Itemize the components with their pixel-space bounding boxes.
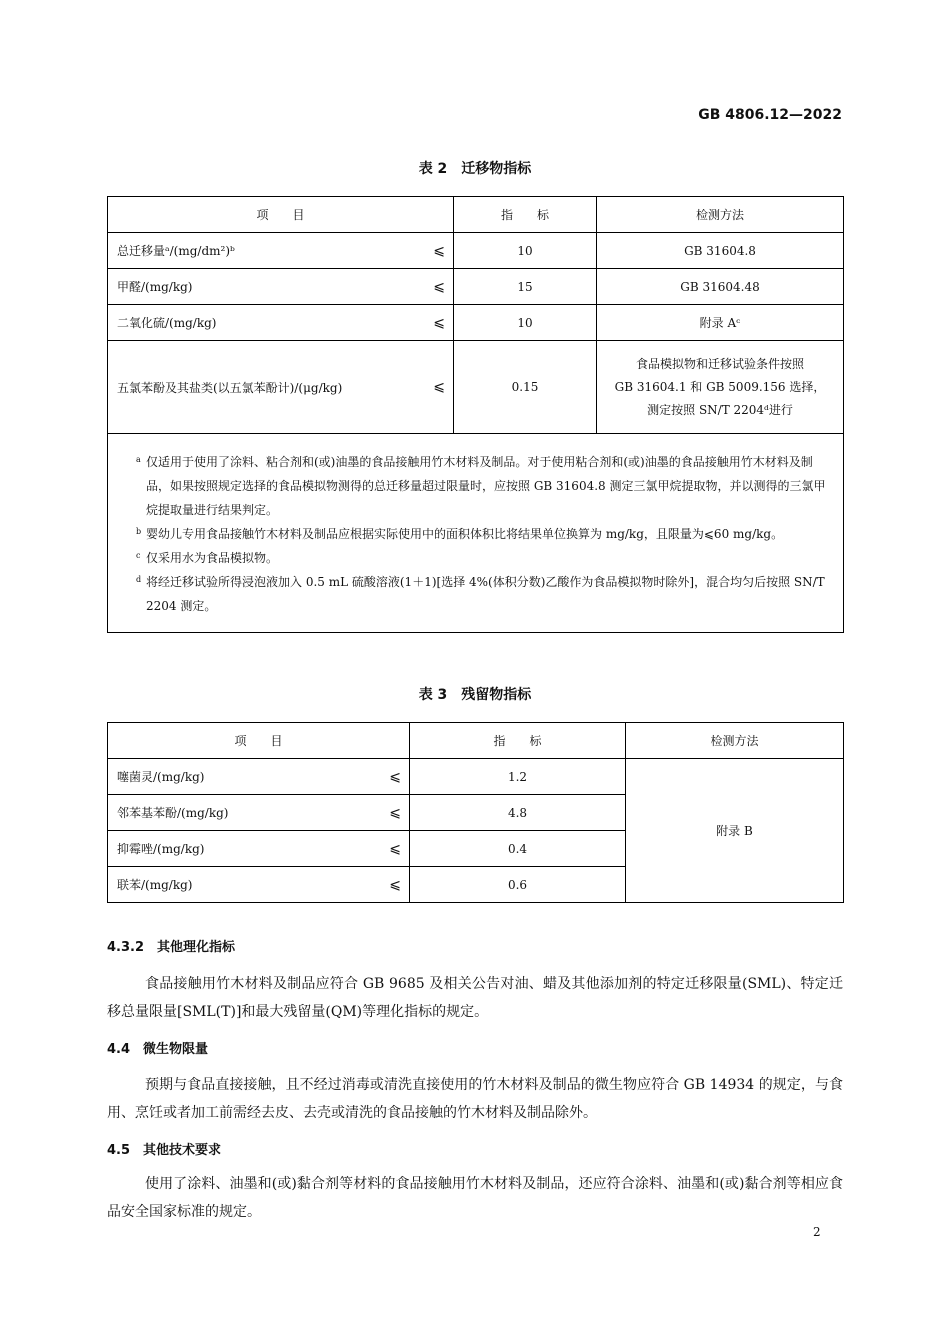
section-heading: 4.4 微生物限量: [107, 1042, 209, 1057]
page-number: 2: [813, 1225, 821, 1239]
header-item: 项 目: [108, 723, 410, 759]
le-symbol: ⩽: [389, 876, 401, 893]
footnote-text: 仅采用水为食品模拟物。: [146, 551, 279, 565]
header-index: 指 标: [454, 197, 597, 233]
footnote-text: 婴幼儿专用食品接触竹木材料及制品应根据实际使用中的面积体积比将结果单位换算为 mg/kg，且限量为⩽60 mg/kg。: [146, 527, 784, 541]
limit-value: 4.8: [410, 795, 626, 831]
table-notes: [108, 434, 844, 633]
header-item: 项 目: [108, 197, 454, 233]
limit-value: 0.15: [454, 341, 597, 434]
table2-caption: 表 2 迁移物指标: [418, 161, 532, 177]
method-line: 测定按照 SN/T 2204ᵈ进行: [647, 402, 793, 417]
section-heading: 4.3.2 其他理化指标: [107, 940, 236, 955]
le-symbol: ⩽: [389, 840, 401, 857]
footnote-mark: a: [136, 455, 141, 464]
migration-table: [107, 196, 844, 633]
test-method: GB 31604.48: [597, 269, 844, 305]
method-line: 食品模拟物和迁移试验条件按照: [635, 356, 804, 371]
item-label: 抑霉唑/(mg/kg): [117, 842, 205, 856]
residue-table: [107, 722, 844, 903]
section-paragraph: 食品接触用竹木材料及制品应符合 GB 9685 及相关公告对油、蜡及其他添加剂的特定迁移限量(SML)、特定迁移总量限量[SML(T)]和最大残留量(QM)等理化指标的规定。: [107, 976, 843, 1020]
footnote-text: 仅适用于使用了涂料、粘合剂和(或)油墨的食品接触用竹木材料及制品。对于使用粘合剂和(或)油墨的食品接触用竹木材料及制品，如果按照规定选择的食品模拟物测得的总迁移量超过限量时，应按照 GB 31604.8 测定三氯甲烷提取物，并以测得的三氯甲烷提取量进行结果判定。: [146, 455, 826, 517]
section-paragraph: 使用了涂料、油墨和(或)黏合剂等材料的食品接触用竹木材料及制品，还应符合涂料、油墨和(或)黏合剂等相应食品安全国家标准的规定。: [107, 1176, 843, 1220]
le-symbol: ⩽: [433, 242, 445, 259]
item-label: 联苯/(mg/kg): [117, 878, 193, 892]
footnote-mark: c: [136, 551, 141, 560]
footnote-text: 将经迁移试验所得浸泡液加入 0.5 mL 硫酸溶液(1＋1)[选择 4%(体积分数)乙酸作为食品模拟物时除外]，混合均匀后按照 SN/T 2204 测定。: [146, 575, 825, 613]
limit-value: 0.4: [410, 831, 626, 867]
section-paragraph: 预期与食品直接接触，且不经过消毒或清洗直接使用的竹木材料及制品的微生物应符合 GB 14934 的规定，与食用、烹饪或者加工前需经去皮、去壳或清洗的食品接触的竹木材料及制品除外。: [107, 1077, 843, 1121]
item-label: 总迁移量ᵃ/(mg/dm²)ᵇ: [117, 244, 235, 258]
le-symbol: ⩽: [389, 804, 401, 821]
le-symbol: ⩽: [433, 314, 445, 331]
item-label: 邻苯基苯酚/(mg/kg): [117, 806, 229, 820]
limit-value: 1.2: [410, 759, 626, 795]
limit-value: 10: [454, 233, 597, 269]
item-label: 二氧化硫/(mg/kg): [117, 316, 217, 330]
item-label: 噻菌灵/(mg/kg): [117, 770, 205, 784]
le-symbol: ⩽: [433, 379, 445, 395]
method-line: GB 31604.1 和 GB 5009.156 选择，: [614, 379, 826, 394]
header-method: 检测方法: [626, 723, 844, 759]
item-label: 五氯苯酚及其盐类(以五氯苯酚计)/(μg/kg): [117, 380, 343, 395]
table-row: [108, 233, 844, 269]
table-row: [108, 305, 844, 341]
test-method: 附录 B: [626, 759, 844, 903]
test-method: GB 31604.8: [597, 233, 844, 269]
le-symbol: ⩽: [433, 278, 445, 295]
header-index: 指 标: [410, 723, 626, 759]
table-row: [108, 341, 844, 434]
le-symbol: ⩽: [389, 768, 401, 785]
footnote: [136, 450, 833, 522]
footnote-mark: d: [136, 575, 142, 584]
test-method: 附录 Aᶜ: [597, 305, 844, 341]
standard-number: GB 4806.12—2022: [698, 107, 842, 123]
header-method: 检测方法: [597, 197, 844, 233]
limit-value: 10: [454, 305, 597, 341]
test-method: [597, 341, 844, 434]
table-row: [108, 269, 844, 305]
limit-value: 15: [454, 269, 597, 305]
footnote: [136, 522, 833, 546]
section-heading: 4.5 其他技术要求: [107, 1143, 222, 1158]
footnote: [136, 546, 833, 570]
footnote-mark: b: [136, 527, 142, 536]
table-row: [108, 759, 844, 795]
limit-value: 0.6: [410, 867, 626, 903]
item-label: 甲醛/(mg/kg): [117, 280, 193, 294]
table3-caption: 表 3 残留物指标: [418, 687, 532, 703]
footnote: [136, 570, 833, 618]
